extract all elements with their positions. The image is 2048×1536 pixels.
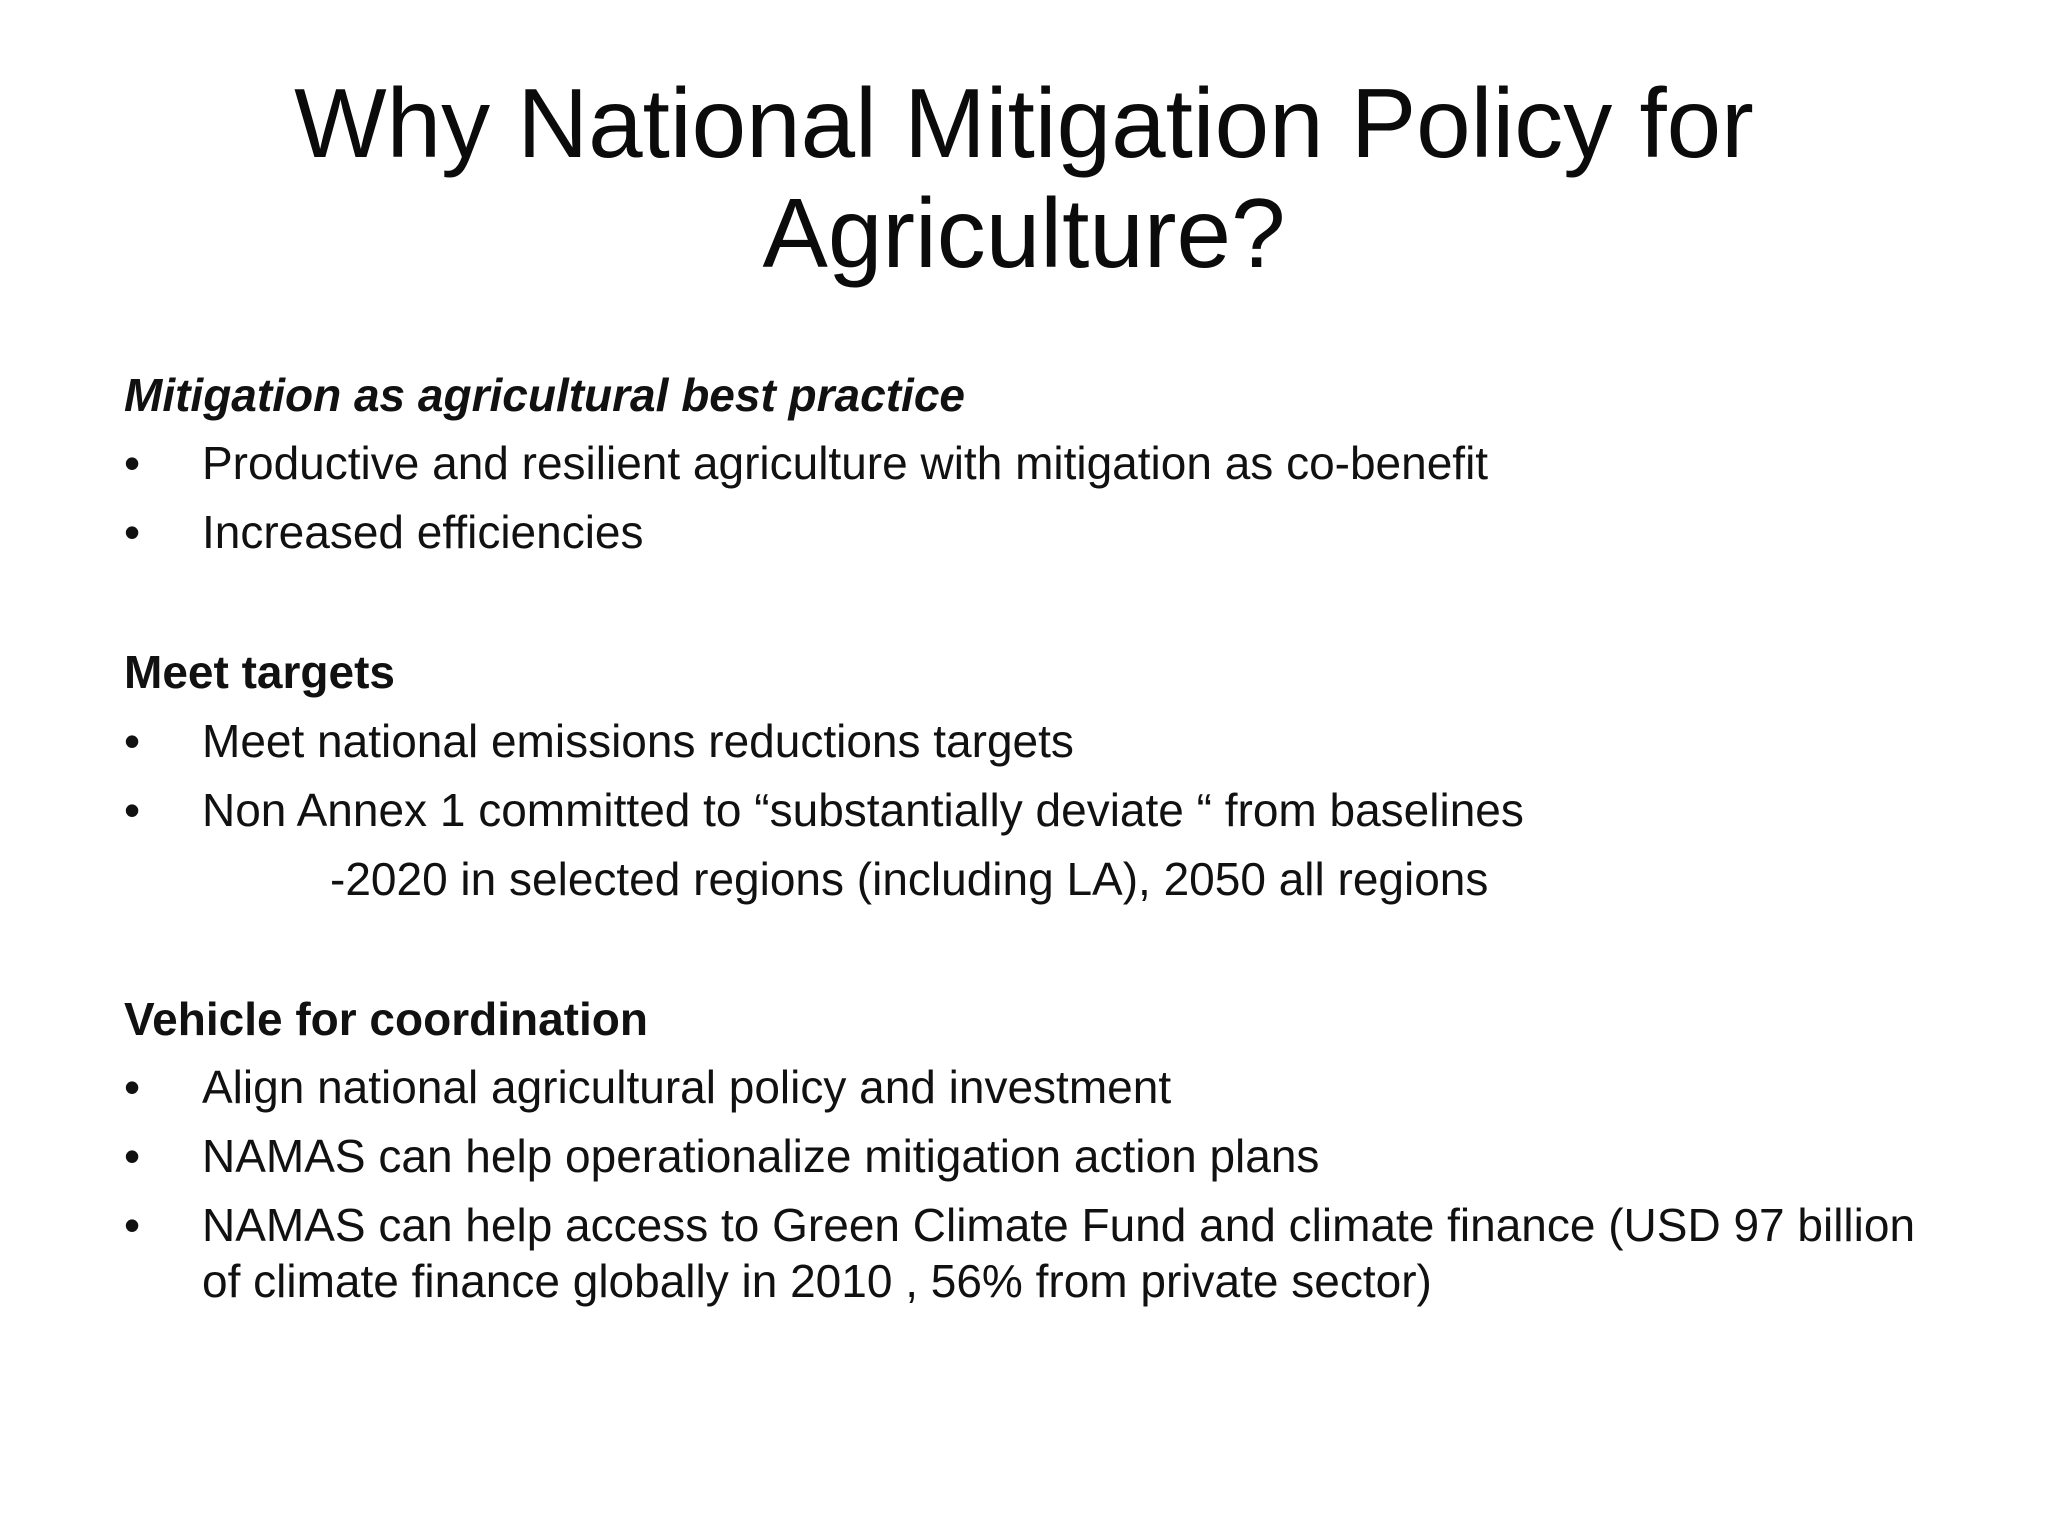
bullet-text: Non Annex 1 committed to “substantially deviate “ from baselines [202,784,1524,836]
bullet-text: Increased efficiencies [202,506,644,558]
slide-title-line-2: Agriculture? [762,178,1286,288]
bullet-dot: • [124,1199,141,1251]
bullet-dot: • [124,784,141,836]
bullet-text: NAMAS can help access to Green Climate Fund and climate finance (USD 97 billion of climate finance globally in 2010 , 56% from private sector) [202,1199,1916,1307]
bullet-dot: • [124,1061,141,1113]
bullet-text: Meet national emissions reductions targets [202,715,1074,767]
bullet-item [124,1197,1964,1309]
bullet-item [124,782,1964,838]
sub-line-regions: -2020 in selected regions (including LA), 2050 all regions [330,853,1489,905]
bullet-item [124,1059,1964,1115]
bullet-item [124,713,1964,769]
bullet-text: Productive and resilient agriculture with mitigation as co-benefit [202,437,1489,489]
bullet-item [124,435,1964,491]
slide-title [120,68,1928,288]
bullet-item [124,504,1964,560]
section-heading-best-practice: Mitigation as agricultural best practice [124,369,965,421]
bullet-dot: • [124,506,141,558]
slide-title-line-1: Why National Mitigation Policy for [294,68,1754,178]
bullet-text: NAMAS can help operationalize mitigation action plans [202,1130,1320,1182]
section-heading-meet-targets: Meet targets [124,646,395,698]
bullet-dot: • [124,437,141,489]
bullet-dot: • [124,1130,141,1182]
section-heading-vehicle-for-coordination: Vehicle for coordination [124,993,648,1045]
bullet-dot: • [124,715,141,767]
bullet-item [124,1128,1964,1184]
bullet-text: Align national agricultural policy and investment [202,1061,1172,1113]
